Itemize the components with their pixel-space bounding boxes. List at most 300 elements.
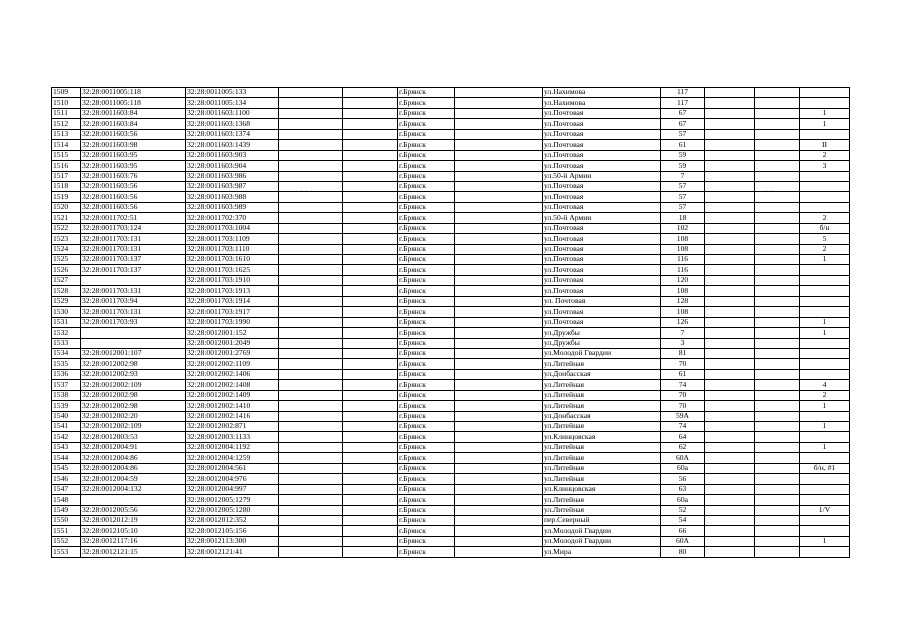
table-cell: 32:28:0011603:1100: [186, 108, 279, 118]
table-cell: 120: [661, 275, 705, 285]
table-cell: [279, 171, 343, 181]
table-cell: [705, 255, 755, 265]
table-cell: [455, 369, 543, 379]
table-cell: 7: [661, 328, 705, 338]
table-cell: [343, 181, 398, 191]
table-cell: ул.Литейная: [543, 453, 661, 463]
table-cell: [800, 526, 850, 536]
table-cell: 32:28:0012002:1109: [186, 359, 279, 369]
table-cell: [755, 234, 800, 244]
table-row: [52, 213, 850, 223]
table-cell: [279, 442, 343, 452]
table-cell: 63: [661, 484, 705, 494]
table-cell: 1551: [52, 526, 81, 536]
table-cell: [705, 547, 755, 557]
table-cell: [755, 338, 800, 348]
table-cell: ул.Литейная: [543, 495, 661, 505]
table-cell: 32:28:0012002:1416: [186, 411, 279, 421]
table-cell: [343, 432, 398, 442]
table-cell: [343, 390, 398, 400]
table-cell: 32:28:0012002:93: [81, 369, 186, 379]
table-cell: 32:28:0011703:131: [81, 286, 186, 296]
table-cell: 1512: [52, 119, 81, 129]
table-cell: [755, 442, 800, 452]
table-cell: 1523: [52, 234, 81, 244]
table-cell: 60А: [661, 453, 705, 463]
table-cell: 62: [661, 442, 705, 452]
table-cell: [279, 547, 343, 557]
table-cell: ул.Почтовая: [543, 150, 661, 160]
table-cell: 32:28:0011703:131: [81, 307, 186, 317]
table-cell: г.Брянск: [398, 401, 455, 411]
table-row: [52, 223, 850, 233]
table-cell: г.Брянск: [398, 275, 455, 285]
table-cell: 32:28:0011703:1004: [186, 223, 279, 233]
table-cell: [455, 495, 543, 505]
table-cell: г.Брянск: [398, 129, 455, 139]
table-cell: [343, 234, 398, 244]
table-cell: [455, 202, 543, 212]
table-cell: [705, 275, 755, 285]
table-cell: г.Брянск: [398, 265, 455, 275]
table-cell: г.Брянск: [398, 390, 455, 400]
table-cell: г.Брянск: [398, 108, 455, 118]
table-cell: [343, 328, 398, 338]
table-row: [52, 161, 850, 171]
table-cell: 2: [800, 244, 850, 254]
table-cell: г.Брянск: [398, 463, 455, 473]
table-cell: 32:28:0011703:1625: [186, 265, 279, 275]
table-cell: [705, 150, 755, 160]
table-cell: [279, 505, 343, 515]
table-cell: [455, 98, 543, 108]
table-cell: [343, 536, 398, 546]
table-cell: [705, 369, 755, 379]
table-cell: 32:28:0012001:107: [81, 348, 186, 358]
table-cell: ул.Почтовая: [543, 192, 661, 202]
table-row: [52, 422, 850, 432]
table-cell: 32:28:0012002:98: [81, 401, 186, 411]
table-cell: [455, 547, 543, 557]
table-cell: 1/V: [800, 505, 850, 515]
table-cell: [705, 328, 755, 338]
table-cell: [279, 453, 343, 463]
table-cell: [279, 108, 343, 118]
table-cell: [343, 484, 398, 494]
table-row: [52, 348, 850, 358]
table-cell: ул.Нахимова: [543, 98, 661, 108]
table-cell: 32:28:0012012:352: [186, 515, 279, 525]
table-cell: [343, 129, 398, 139]
table-cell: г.Брянск: [398, 380, 455, 390]
table-cell: ул.Литейная: [543, 463, 661, 473]
table-row: [52, 328, 850, 338]
table-cell: 32:28:0011703:1917: [186, 307, 279, 317]
table-cell: 32:28:0012002:1409: [186, 390, 279, 400]
table-cell: 1518: [52, 181, 81, 191]
table-cell: [800, 171, 850, 181]
table-cell: [455, 536, 543, 546]
table-row: [52, 88, 850, 98]
table-cell: 128: [661, 296, 705, 306]
table-cell: ул.Почтовая: [543, 234, 661, 244]
table-cell: 32:28:0012002:1406: [186, 369, 279, 379]
table-cell: [755, 192, 800, 202]
table-cell: [343, 474, 398, 484]
table-cell: 32:28:0011603:986: [186, 171, 279, 181]
table-cell: [279, 202, 343, 212]
table-cell: 5: [800, 234, 850, 244]
table-cell: [705, 432, 755, 442]
table-row: [52, 432, 850, 442]
table-cell: [705, 442, 755, 452]
table-cell: 74: [661, 380, 705, 390]
table-cell: [800, 348, 850, 358]
table-cell: 32:28:0011703:1110: [186, 244, 279, 254]
table-cell: [800, 515, 850, 525]
table-cell: [800, 432, 850, 442]
table-cell: [279, 275, 343, 285]
table-cell: 1: [800, 401, 850, 411]
table-cell: г.Брянск: [398, 411, 455, 421]
table-cell: 117: [661, 88, 705, 98]
table-row: [52, 390, 850, 400]
table-cell: [755, 202, 800, 212]
table-cell: 3: [661, 338, 705, 348]
table-cell: [705, 202, 755, 212]
table-cell: 32:28:0012002:98: [81, 359, 186, 369]
table-cell: [800, 411, 850, 421]
table-row: [52, 495, 850, 505]
table-cell: 81: [661, 348, 705, 358]
table-cell: 18: [661, 213, 705, 223]
table-cell: [343, 463, 398, 473]
table-cell: 108: [661, 244, 705, 254]
table-cell: [755, 265, 800, 275]
table-cell: [81, 328, 186, 338]
table-cell: [343, 369, 398, 379]
table-cell: [455, 244, 543, 254]
table-cell: 1: [800, 422, 850, 432]
table-cell: 116: [661, 255, 705, 265]
table-cell: [455, 463, 543, 473]
table-cell: 32:28:0012002:871: [186, 422, 279, 432]
table-row: [52, 547, 850, 557]
table-cell: [755, 88, 800, 98]
table-cell: [755, 150, 800, 160]
table-cell: [343, 348, 398, 358]
table-cell: [279, 234, 343, 244]
table-cell: 1517: [52, 171, 81, 181]
table-cell: [800, 286, 850, 296]
table-cell: ул.Почтовая: [543, 181, 661, 191]
table-cell: г.Брянск: [398, 505, 455, 515]
table-cell: [455, 171, 543, 181]
table-cell: 32:28:0011603:84: [81, 119, 186, 129]
table-cell: 1536: [52, 369, 81, 379]
table-cell: [343, 88, 398, 98]
table-cell: ул.Донбасская: [543, 411, 661, 421]
table-cell: [755, 547, 800, 557]
table-cell: [755, 463, 800, 473]
table-cell: г.Брянск: [398, 536, 455, 546]
table-cell: [455, 474, 543, 484]
table-cell: [343, 515, 398, 525]
table-cell: [800, 192, 850, 202]
table-cell: [279, 380, 343, 390]
table-cell: 32:28:0011703:94: [81, 296, 186, 306]
table-cell: [705, 411, 755, 421]
table-cell: ул.Литейная: [543, 505, 661, 515]
table-cell: 32:28:0012121:15: [81, 547, 186, 557]
table-cell: [343, 223, 398, 233]
table-cell: [800, 296, 850, 306]
table-cell: [455, 307, 543, 317]
table-cell: 57: [661, 181, 705, 191]
table-cell: 32:28:0011703:131: [81, 244, 186, 254]
table-cell: 1: [800, 108, 850, 118]
table-cell: г.Брянск: [398, 234, 455, 244]
table-cell: [705, 244, 755, 254]
table-cell: г.Брянск: [398, 255, 455, 265]
table-cell: [755, 223, 800, 233]
table-cell: [343, 265, 398, 275]
table-cell: [755, 401, 800, 411]
table-cell: 57: [661, 192, 705, 202]
table-cell: [705, 265, 755, 275]
table-cell: [755, 474, 800, 484]
table-cell: [343, 119, 398, 129]
table-cell: ул.Литейная: [543, 401, 661, 411]
table-cell: 32:28:0011603:1374: [186, 129, 279, 139]
table-cell: ул.Дружбы: [543, 338, 661, 348]
table-cell: [279, 213, 343, 223]
table-cell: 1509: [52, 88, 81, 98]
table-cell: [279, 411, 343, 421]
table-cell: [279, 369, 343, 379]
table-cell: г.Брянск: [398, 359, 455, 369]
table-cell: 32:28:0011603:988: [186, 192, 279, 202]
table-cell: [343, 422, 398, 432]
table-cell: 32:28:0011603:98: [81, 140, 186, 150]
table-cell: 32:28:0011603:56: [81, 181, 186, 191]
table-cell: ул.Молодой Гвардии: [543, 348, 661, 358]
table-cell: 1540: [52, 411, 81, 421]
table-cell: 32:28:0012005:56: [81, 505, 186, 515]
table-cell: 1: [800, 317, 850, 327]
table-cell: [755, 181, 800, 191]
table-cell: [279, 536, 343, 546]
table-cell: 61: [661, 369, 705, 379]
table-cell: 59: [661, 150, 705, 160]
table-cell: [455, 526, 543, 536]
table-cell: 32:28:0011603:987: [186, 181, 279, 191]
table-cell: [800, 88, 850, 98]
table-cell: [705, 526, 755, 536]
table-cell: 1530: [52, 307, 81, 317]
table-cell: 70: [661, 401, 705, 411]
table-cell: [279, 129, 343, 139]
table-cell: [455, 411, 543, 421]
table-cell: г.Брянск: [398, 422, 455, 432]
table-row: [52, 119, 850, 129]
table-cell: [705, 463, 755, 473]
table-row: [52, 317, 850, 327]
table-cell: [455, 119, 543, 129]
table-cell: [705, 359, 755, 369]
table-cell: г.Брянск: [398, 181, 455, 191]
table-cell: 32:28:0011703:137: [81, 265, 186, 275]
table-cell: 32:28:0011603:56: [81, 192, 186, 202]
table-cell: [343, 98, 398, 108]
table-cell: 32:28:0012004:86: [81, 453, 186, 463]
table-cell: 61: [661, 140, 705, 150]
table-cell: [755, 171, 800, 181]
table-cell: [343, 286, 398, 296]
table-cell: [755, 161, 800, 171]
table-cell: 32:28:0011603:1368: [186, 119, 279, 129]
table-cell: б/н, #1: [800, 463, 850, 473]
table-cell: ул.Клинцовская: [543, 484, 661, 494]
table-cell: 2: [800, 150, 850, 160]
table-cell: 1544: [52, 453, 81, 463]
table-cell: [279, 526, 343, 536]
table-cell: [279, 150, 343, 160]
table-cell: [755, 380, 800, 390]
table-cell: 32:28:0012001:2769: [186, 348, 279, 358]
table-cell: 32:28:0011005:134: [186, 98, 279, 108]
table-cell: [755, 275, 800, 285]
table-cell: 1539: [52, 401, 81, 411]
table-cell: 1511: [52, 108, 81, 118]
table-cell: ул.Почтовая: [543, 265, 661, 275]
table-cell: 7: [661, 171, 705, 181]
table-cell: 1534: [52, 348, 81, 358]
table-cell: 32:28:0012105:156: [186, 526, 279, 536]
table-cell: 32:28:0012002:20: [81, 411, 186, 421]
table-cell: [455, 129, 543, 139]
table-cell: [455, 328, 543, 338]
table-cell: 1: [800, 328, 850, 338]
table-cell: 102: [661, 223, 705, 233]
table-cell: 32:28:0011703:1109: [186, 234, 279, 244]
property-register-table: [51, 87, 850, 558]
table-cell: 32:28:0011005:133: [186, 88, 279, 98]
table-cell: г.Брянск: [398, 296, 455, 306]
table-row: [52, 401, 850, 411]
table-cell: [279, 432, 343, 442]
table-cell: 60а: [661, 463, 705, 473]
table-cell: 1: [800, 442, 850, 452]
table-cell: [705, 348, 755, 358]
table-row: [52, 244, 850, 254]
table-cell: г.Брянск: [398, 307, 455, 317]
table-cell: [705, 161, 755, 171]
table-cell: 1520: [52, 202, 81, 212]
table-cell: ул.Почтовая: [543, 119, 661, 129]
table-row: [52, 536, 850, 546]
table-cell: 32:28:0012004:132: [81, 484, 186, 494]
table-cell: г.Брянск: [398, 474, 455, 484]
table-cell: 32:28:0012002:109: [81, 422, 186, 432]
table-cell: 59А: [661, 411, 705, 421]
table-cell: 32:28:0011702:370: [186, 213, 279, 223]
table-cell: 32:28:0011702:51: [81, 213, 186, 223]
table-cell: [755, 140, 800, 150]
table-row: [52, 129, 850, 139]
table-cell: 2: [800, 390, 850, 400]
table-cell: 32:28:0011005:118: [81, 88, 186, 98]
table-row: [52, 150, 850, 160]
table-cell: 1553: [52, 547, 81, 557]
table-cell: [455, 484, 543, 494]
table-cell: 32:28:0011703:1913: [186, 286, 279, 296]
table-cell: 1533: [52, 338, 81, 348]
table-cell: г.Брянск: [398, 432, 455, 442]
table-cell: [705, 98, 755, 108]
table-cell: [455, 453, 543, 463]
table-cell: 32:28:0011603:56: [81, 202, 186, 212]
table-cell: 32:28:0011603:95: [81, 161, 186, 171]
table-row: [52, 192, 850, 202]
table-cell: [343, 140, 398, 150]
table-cell: 32:28:0011603:76: [81, 171, 186, 181]
scan-speck: ˙ ˙: [765, 190, 773, 197]
table-cell: г.Брянск: [398, 547, 455, 557]
table-cell: 1547: [52, 484, 81, 494]
table-cell: [279, 390, 343, 400]
table-row: [52, 255, 850, 265]
table-cell: 1519: [52, 192, 81, 202]
table-body: [52, 88, 850, 558]
table-cell: [705, 317, 755, 327]
table-cell: 1515: [52, 150, 81, 160]
table-row: [52, 265, 850, 275]
table-cell: 1510: [52, 98, 81, 108]
table-cell: [455, 515, 543, 525]
table-cell: 52: [661, 505, 705, 515]
table-row: [52, 181, 850, 191]
table-row: [52, 369, 850, 379]
table-cell: [705, 453, 755, 463]
table-row: [52, 505, 850, 515]
table-cell: 1514: [52, 140, 81, 150]
table-cell: [343, 411, 398, 421]
table-cell: [755, 432, 800, 442]
table-cell: [279, 88, 343, 98]
table-cell: [755, 255, 800, 265]
table-cell: г.Брянск: [398, 328, 455, 338]
table-cell: [755, 328, 800, 338]
table-cell: [343, 171, 398, 181]
table-cell: [455, 317, 543, 327]
table-cell: [343, 526, 398, 536]
table-cell: [455, 296, 543, 306]
table-cell: [755, 119, 800, 129]
table-cell: [705, 505, 755, 515]
table-cell: 1528: [52, 286, 81, 296]
table-cell: [755, 296, 800, 306]
table-cell: 1549: [52, 505, 81, 515]
table-cell: 32:28:0012105:10: [81, 526, 186, 536]
table-row: [52, 98, 850, 108]
table-cell: 1: [800, 119, 850, 129]
table-cell: 32:28:0011703:1610: [186, 255, 279, 265]
table-cell: [455, 275, 543, 285]
table-cell: 60а: [661, 495, 705, 505]
table-cell: [455, 108, 543, 118]
table-cell: [800, 307, 850, 317]
